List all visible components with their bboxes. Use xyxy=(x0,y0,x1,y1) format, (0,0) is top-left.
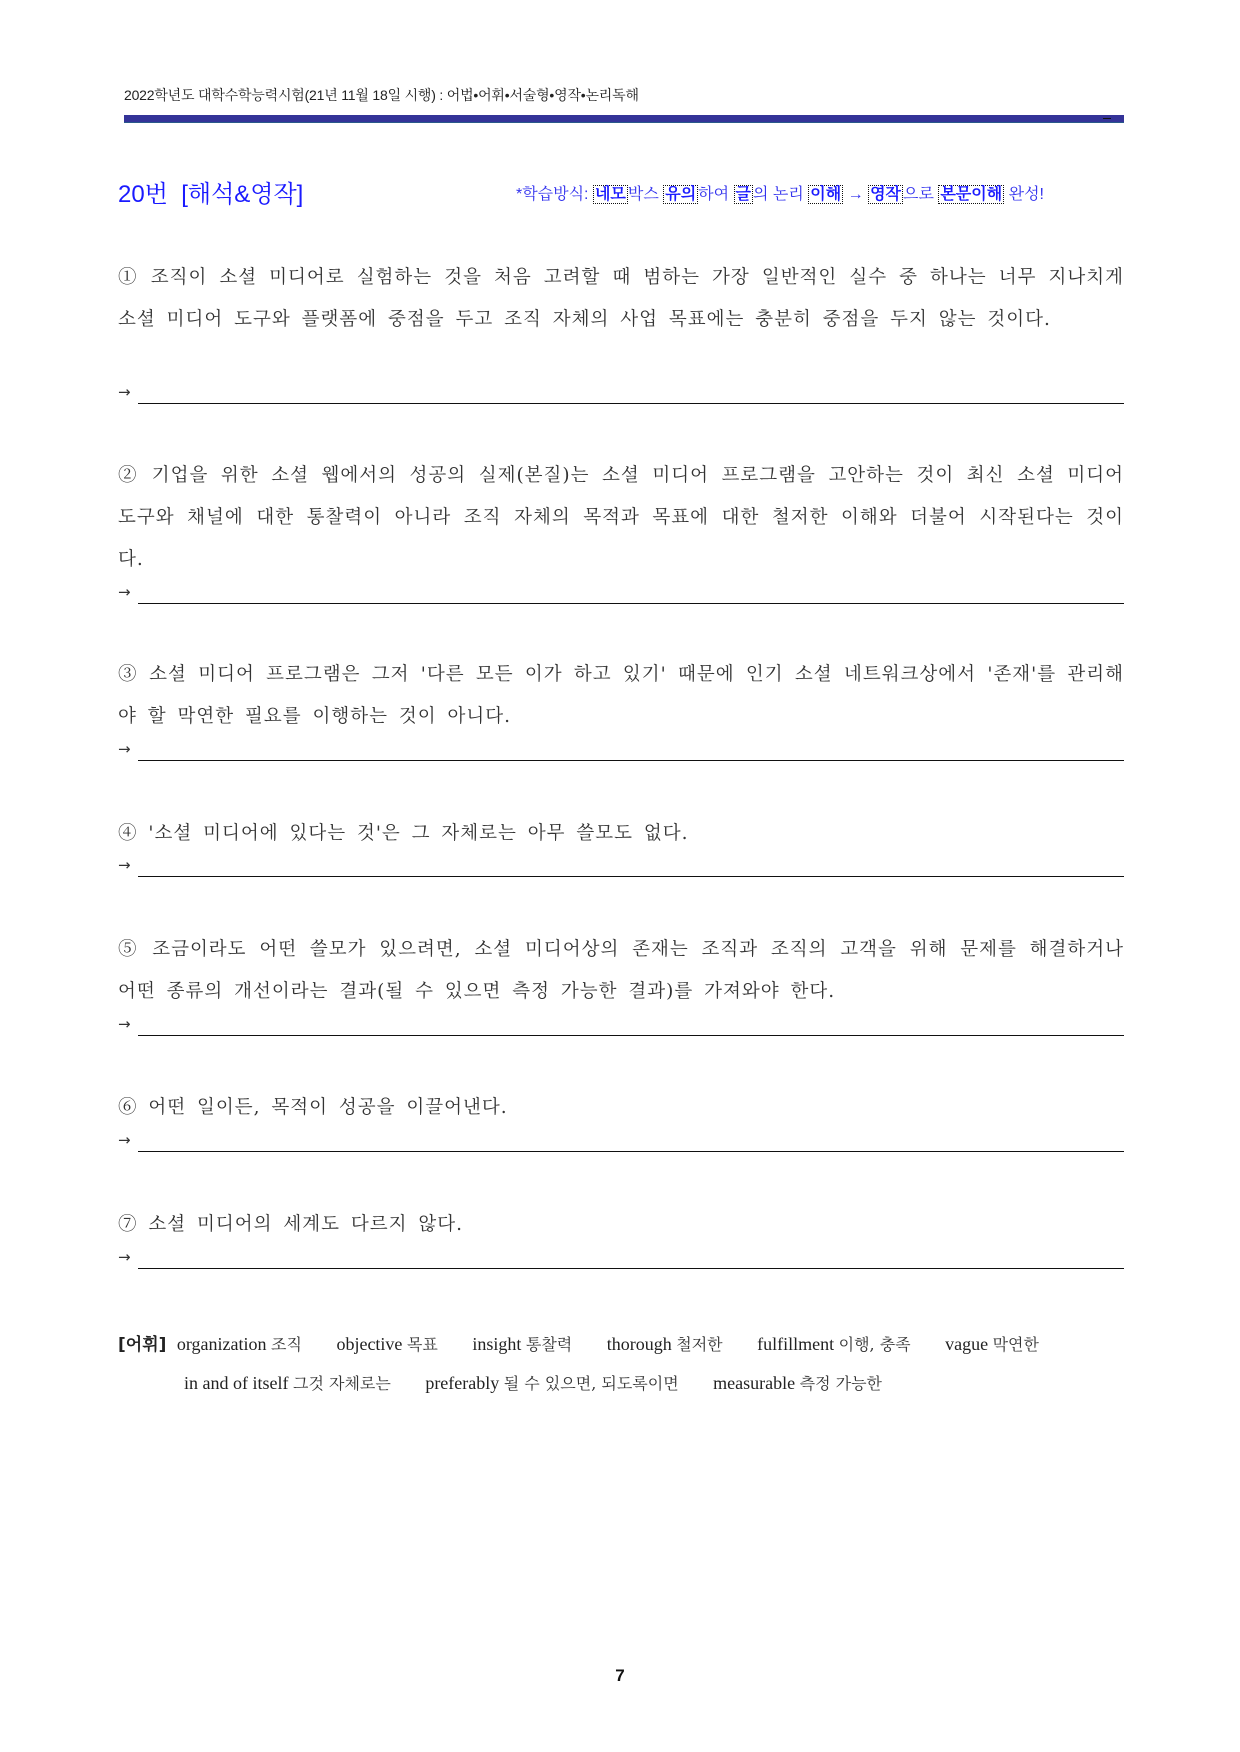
vocab-ko: 막연한 xyxy=(992,1335,1039,1354)
vocab-entry xyxy=(472,1334,572,1354)
vocab-en: measurable xyxy=(713,1373,796,1393)
answer-row-1[interactable] xyxy=(118,383,1124,407)
sentence-item-2: ② 기업을 위한 소셜 웹에서의 성공의 실제(본질)는 소셜 미디어 프로그램을 고안하는 것이 최신 소셜 미디어 도구와 채널에 대한 통찰력이 아니라 조직 자체의 목적과 목표에 대한 철저한 이해와 더불어 시작된다는 것이다. xyxy=(118,465,1124,570)
vocab-ko: 조직 xyxy=(271,1335,302,1354)
vocab-row-2 xyxy=(118,1364,1128,1403)
vocab-entry xyxy=(177,1334,302,1354)
vocab-en: vague xyxy=(945,1334,989,1354)
arrow-icon: → xyxy=(118,856,131,874)
sentence-item-7: ⑦ 소셜 미디어의 세계도 다르지 않다. xyxy=(118,1214,463,1235)
vocab-ko: 목표 xyxy=(406,1335,438,1354)
vocab-en: fulfillment xyxy=(757,1334,835,1354)
answer-row-6[interactable] xyxy=(118,1131,1124,1155)
study-method-prefix: *학습방식: xyxy=(516,186,593,203)
vocab-en: preferably xyxy=(425,1373,500,1393)
sentence-item-5: ⑤ 조금이라도 어떤 쓸모가 있으려면, 소셜 미디어상의 존재는 조직과 조직의 고객을 위해 문제를 해결하거나 어떤 종류의 개선이라는 결과(될 수 있으면 측정 가능한 결과)를 가져와야 한다. xyxy=(118,939,1124,1002)
vocab-entry xyxy=(757,1334,910,1354)
answer-line-1[interactable] xyxy=(138,403,1124,404)
header-rule xyxy=(124,115,1124,123)
vocab-en: insight xyxy=(472,1334,522,1354)
page-number: 7 xyxy=(615,1666,625,1685)
study-part: 의 논리 xyxy=(752,186,809,203)
vocab-entry xyxy=(184,1373,391,1393)
answer-row-3[interactable] xyxy=(118,740,1124,764)
sentence-item-3: ③ 소셜 미디어 프로그램은 그저 '다른 모든 이가 하고 있기' 때문에 인기 소셜 네트워크상에서 '존재'를 관리해야 할 막연한 필요를 이행하는 것이 아니다. xyxy=(118,664,1124,727)
study-part: 영작 xyxy=(870,186,901,203)
study-part: 박스 xyxy=(627,186,664,203)
answer-line-6[interactable] xyxy=(138,1151,1124,1152)
arrow-icon: → xyxy=(118,383,131,401)
answer-line-3[interactable] xyxy=(138,760,1124,761)
vocab-en: thorough xyxy=(606,1334,672,1354)
study-part: 하여 xyxy=(698,186,734,203)
study-part: 이해 xyxy=(810,186,842,203)
vocab-en: organization xyxy=(176,1334,267,1354)
study-part: 으로 xyxy=(902,186,939,203)
vocab-ko: 측정 가능한 xyxy=(799,1374,883,1393)
answer-line-4[interactable] xyxy=(138,876,1124,877)
answer-row-4[interactable] xyxy=(118,856,1124,880)
vocabulary-box xyxy=(118,1325,1128,1403)
arrow-icon: → xyxy=(118,740,131,758)
answer-line-5[interactable] xyxy=(138,1035,1124,1036)
study-part: 글 xyxy=(735,186,751,203)
answer-line-7[interactable] xyxy=(138,1268,1124,1269)
study-part: 유의 xyxy=(665,186,697,203)
sentence-item-1: ① 조직이 소셜 미디어로 실험하는 것을 처음 고려할 때 범하는 가장 일반적인 실수 중 하나는 너무 지나치게 소셜 미디어 도구와 플랫폼에 중점을 두고 조직 자체의 사업 목표에는 충분히 중점을 두지 않는 것이다. xyxy=(118,267,1124,330)
vocab-ko: 될 수 있으면, 되도록이면 xyxy=(503,1374,679,1393)
vocab-row-1 xyxy=(118,1325,1128,1364)
rule-tick xyxy=(1103,118,1111,119)
answer-row-7[interactable] xyxy=(118,1248,1124,1272)
vocab-entry xyxy=(336,1334,437,1354)
arrow-icon: → xyxy=(118,1248,131,1266)
arrow-icon: → xyxy=(118,583,131,601)
vocab-ko: 이행, 충족 xyxy=(838,1335,911,1354)
answer-line-2[interactable] xyxy=(138,603,1124,604)
vocab-label: [어휘] xyxy=(118,1335,167,1355)
answer-row-2[interactable] xyxy=(118,583,1124,607)
study-part: 네모 xyxy=(594,186,626,203)
arrow-icon: → xyxy=(118,1015,131,1033)
question-title: 20번 [해석&영작] xyxy=(118,181,304,208)
vocab-en: in and of itself xyxy=(184,1373,289,1393)
study-part: → xyxy=(843,186,869,203)
arrow-icon: → xyxy=(118,1131,131,1149)
vocab-ko: 철저한 xyxy=(676,1335,723,1354)
vocab-en: objective xyxy=(336,1334,403,1354)
sentence-item-4: ④ '소셜 미디어에 있다는 것'은 그 자체로는 아무 쓸모도 없다. xyxy=(118,823,689,844)
vocab-entry xyxy=(945,1334,1039,1354)
running-header: 2022학년도 대학수학능력시험(21년 11월 18일 시행) : 어법•어휘•서술형•영작•논리독해 xyxy=(124,87,639,103)
answer-row-5[interactable] xyxy=(118,1015,1124,1039)
study-part: 본문이해 xyxy=(940,186,1003,203)
study-method-note xyxy=(516,181,1044,204)
sentence-item-6: ⑥ 어떤 일이든, 목적이 성공을 이끌어낸다. xyxy=(118,1097,508,1118)
study-part: 완성! xyxy=(1004,186,1044,203)
vocab-ko: 통찰력 xyxy=(525,1335,573,1354)
vocab-entry xyxy=(713,1373,882,1393)
vocab-entry xyxy=(425,1373,678,1393)
vocab-entry xyxy=(607,1334,723,1354)
vocab-ko: 그것 자체로는 xyxy=(292,1374,391,1393)
